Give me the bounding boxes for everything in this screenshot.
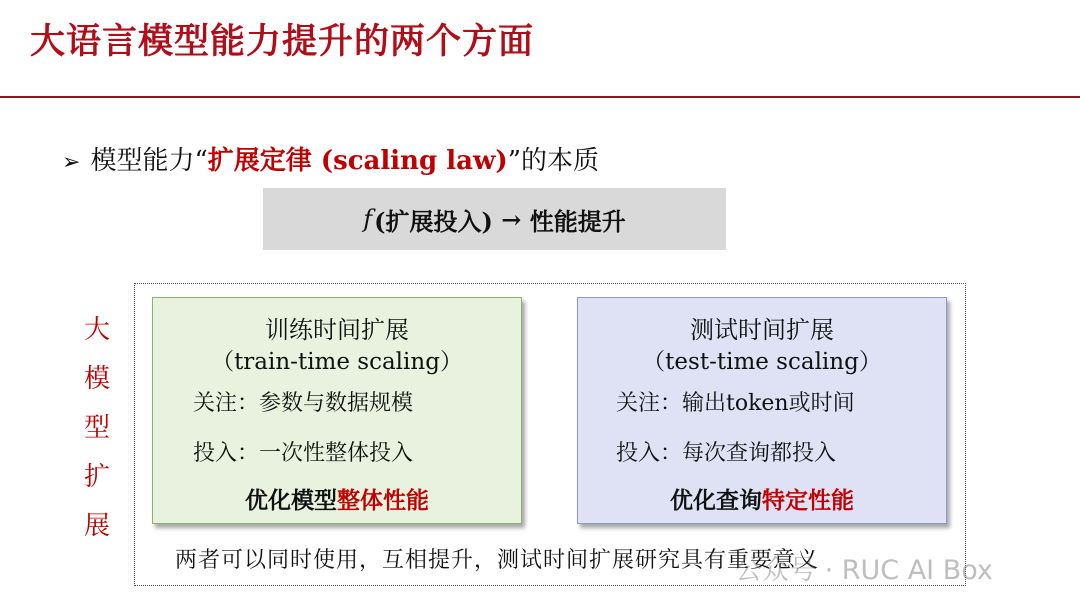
side-label-char: 扩 xyxy=(84,462,111,492)
bullet-arrow-icon: ➢ xyxy=(62,150,81,175)
train-card-input: 投入：一次性整体投入 xyxy=(193,441,414,466)
bullet-prefix: 模型能力“ xyxy=(90,146,208,176)
formula-arrow-icon: → xyxy=(501,204,522,234)
test-optimize-prefix: 优化查询 xyxy=(670,488,762,514)
formula-box xyxy=(263,188,726,250)
footer-note: 两者可以同时使用，互相提升，测试时间扩展研究具有重要意义 xyxy=(175,548,820,573)
train-card-optimize xyxy=(153,482,521,515)
bullet-suffix: ”的本质 xyxy=(507,146,599,176)
formula-result: 性能提升 xyxy=(529,206,626,236)
side-label-char: 展 xyxy=(84,511,111,541)
train-optimize-prefix: 优化模型 xyxy=(245,488,337,514)
bullet-highlight: 扩展定律 (scaling law) xyxy=(207,146,508,176)
watermark: 公众号 · RUC AI Box xyxy=(735,555,993,586)
side-label-char: 型 xyxy=(84,413,111,443)
formula-function: f xyxy=(363,205,373,233)
side-label xyxy=(84,315,110,560)
test-card-input: 投入：每次查询都投入 xyxy=(616,441,837,466)
train-card-focus: 关注：参数与数据规模 xyxy=(193,391,414,416)
test-card-subtitle: （test-time scaling） xyxy=(642,349,882,375)
bullet-line xyxy=(62,140,599,177)
test-card-title: 测试时间扩展 xyxy=(690,316,834,344)
train-card-subtitle: （train-time scaling） xyxy=(211,349,463,375)
test-card-focus: 关注：输出token或时间 xyxy=(616,391,855,416)
side-label-char: 大 xyxy=(84,315,111,345)
title-divider xyxy=(0,96,1080,98)
train-card-title: 训练时间扩展 xyxy=(265,316,409,344)
side-label-char: 模 xyxy=(84,364,111,394)
train-time-card xyxy=(152,297,522,524)
train-optimize-highlight: 整体性能 xyxy=(337,488,429,514)
slide-title: 大语言模型能力提升的两个方面 xyxy=(30,22,535,62)
test-time-card xyxy=(577,297,947,524)
test-card-optimize xyxy=(578,482,946,515)
formula-argument: (扩展投入) xyxy=(374,206,493,236)
test-optimize-highlight: 特定性能 xyxy=(762,488,854,514)
